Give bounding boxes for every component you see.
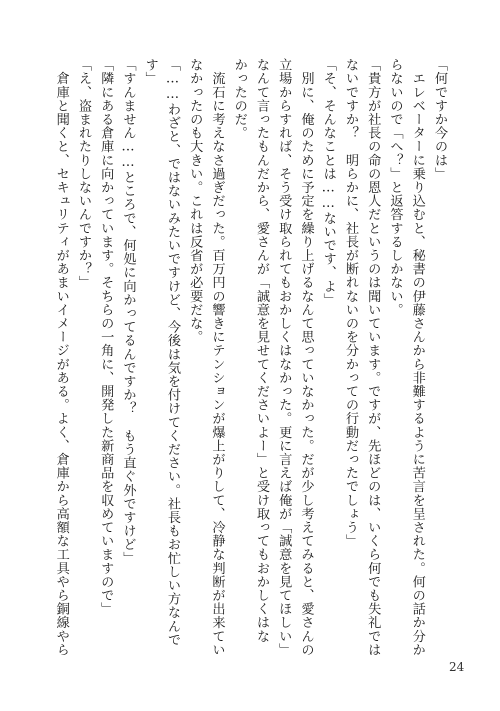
text-line: す」 [142, 58, 158, 86]
text-line: 流石に考えなさ過ぎだった。百万円の響きにテンションが爆上がりして、冷静な判断が出来てい [209, 58, 225, 656]
page-number: 24 [449, 660, 465, 674]
text-line: 「何ですか今のは」 [432, 58, 447, 181]
text-line: なかったのも大きい。これは反省が必要だな。 [187, 58, 203, 344]
text-line: 別に、俺のために予定を繰り上げるなんて思っていなかった。だが少し考えてみると、愛さんの [298, 58, 314, 656]
text-line: 「隣にある倉庫に向かっています。そちらの一角に、開発した新商品を収めていますので」 [98, 58, 114, 616]
vertical-text-body [44, 58, 450, 656]
text-line: エレベーターに乗り込むと、秘書の伊藤さんから非難するように苦言を呈された。何の話か分か [409, 58, 425, 656]
text-line: 「すんません……ところで、何処に向かってるんですか？ もう直ぐ外ですけど」 [120, 58, 136, 565]
text-line: 立場からすれば、そう受け取られてもおかしくはなかった。更に言えば俺が「誠意を見てほしい」 [276, 58, 292, 656]
text-line: らないので「へ？」と返答するしかない。 [387, 58, 403, 317]
text-line: 「……わざと、ではないみたいですけど、今後は気を付けてください。社長もお忙しい方なんで [165, 58, 180, 647]
text-line: かったのだ。 [231, 58, 247, 140]
text-line: 倉庫と聞くと、セキュリティがあまいイメージがある。よく、倉庫から高額な工具やら銅線やら [53, 58, 69, 656]
text-line: ないですか？ 明らかに、社長が断れないのを分かっての行動だったでしょう」 [343, 58, 358, 548]
text-line: 「そ、そんなことは……ないです、よ」 [320, 58, 336, 307]
text-line: なんて言ったもんだから、愛さんが「誠意を見せてくださいよー」と受け取ってもおかしくはな [254, 58, 269, 643]
text-line: 「貴方が社長の命の恩人だというのは聞いています。ですが、先ほどのは、いくら何でも失礼では [365, 58, 381, 656]
text-line: 「え、盗まれたりしないんですか？」 [76, 58, 91, 290]
